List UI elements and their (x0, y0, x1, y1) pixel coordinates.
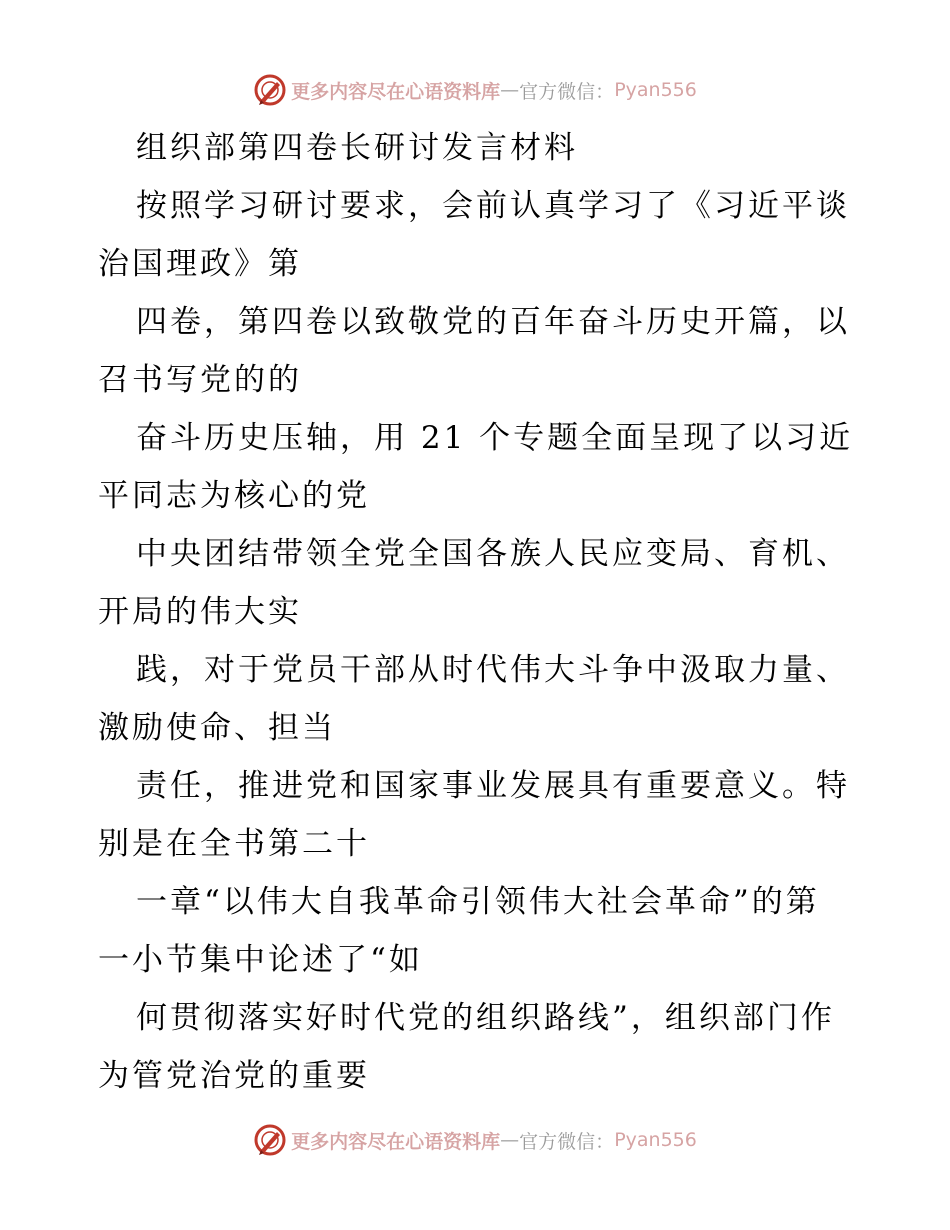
body-line: 何贯彻落实好时代党的组织路线”，组织部门作 (136, 1000, 835, 1036)
body-line: 一小节集中论述了“如 (98, 942, 423, 978)
watermark-main-text: 更多内容尽在心语资料库 (291, 80, 501, 103)
watermark-main-text: 更多内容尽在心语资料库 (291, 1130, 501, 1153)
document-title: 组织部第四卷长研讨发言材料 (136, 130, 578, 166)
body-line: 平同志为核心的党 (98, 478, 370, 514)
document-body (98, 119, 858, 1105)
body-line: 治国理政》第 (98, 246, 302, 282)
watermark-wechat-label: 官方微信： (519, 80, 615, 103)
body-line: 四卷，第四卷以致敬党的百年奋斗历史开篇，以 (136, 304, 850, 340)
watermark-separator: — (500, 1129, 520, 1151)
watermark-wechat-id: Pyan556 (614, 79, 697, 101)
watermark-separator: — (500, 79, 520, 101)
body-line: 召书写党的的 (98, 362, 302, 398)
body-line: 践，对于党员干部从时代伟大斗争中汲取力量、 (136, 652, 850, 688)
body-line: 一章“以伟大自我革命引领伟大社会革命”的第 (136, 884, 820, 920)
body-line: 奋斗历史压轴，用 21 个专题全面呈现了以习近 (136, 420, 854, 456)
watermark-wechat-id: Pyan556 (614, 1129, 697, 1151)
body-line: 为管党治党的重要 (98, 1058, 370, 1094)
body-line: 开局的伟大实 (98, 594, 302, 630)
pen-logo-icon (253, 73, 287, 107)
header-watermark (0, 70, 950, 110)
pen-logo-icon (253, 1123, 287, 1157)
body-line: 责任，推进党和国家事业发展具有重要意义。特 (136, 768, 850, 804)
footer-watermark (0, 1120, 950, 1160)
body-line: 中央团结带领全党全国各族人民应变局、育机、 (136, 536, 850, 572)
watermark-wechat-label: 官方微信： (519, 1130, 615, 1153)
body-line: 激励使命、担当 (98, 710, 336, 746)
body-line: 别是在全书第二十 (98, 826, 370, 862)
body-line: 按照学习研讨要求，会前认真学习了《习近平谈 (136, 188, 850, 224)
